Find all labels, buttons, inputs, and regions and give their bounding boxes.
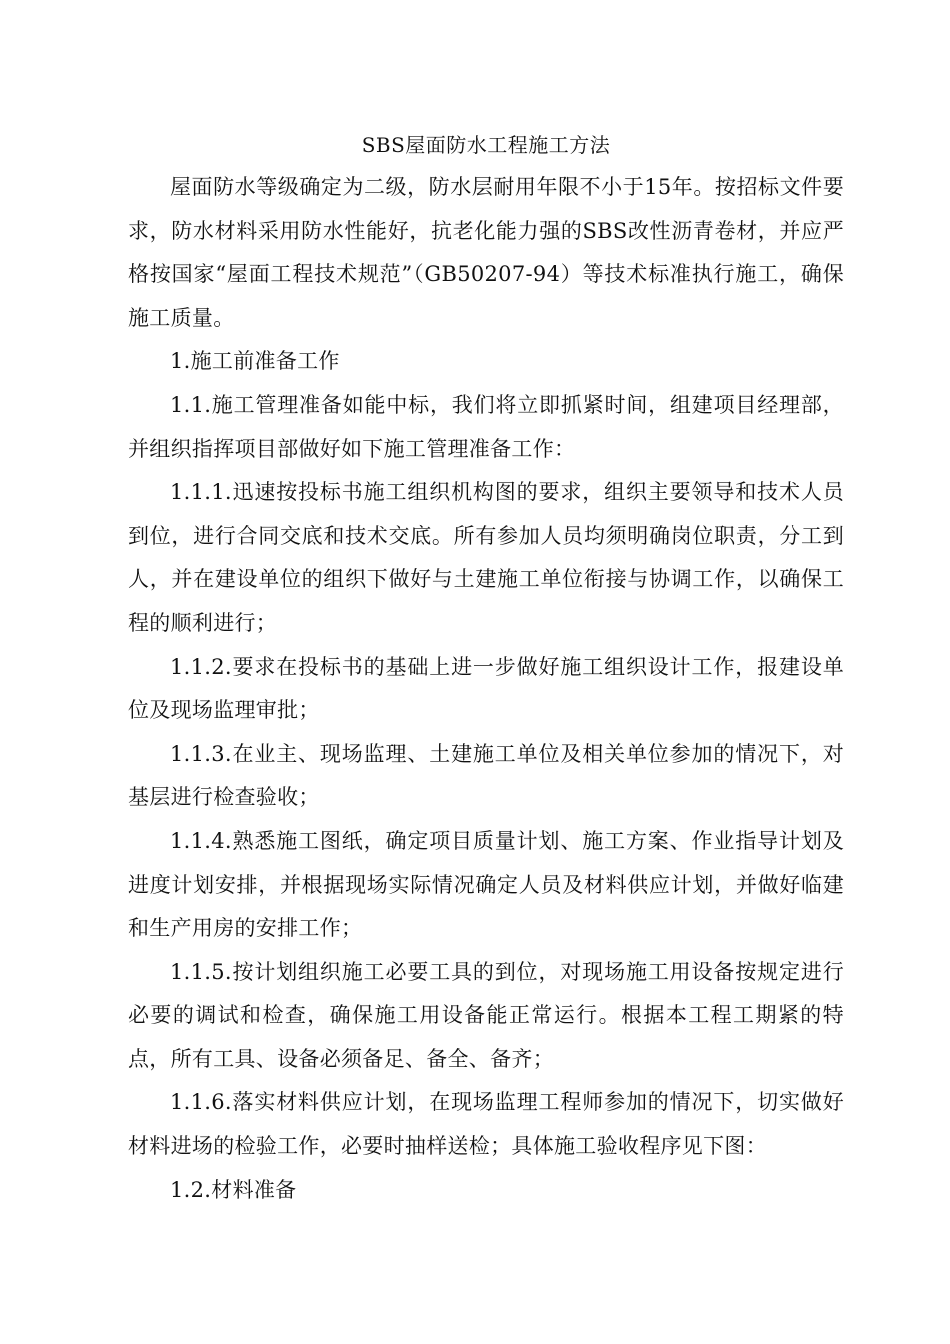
paragraph-1-1-1: 1.1.1.迅速按投标书施工组织机构图的要求，组织主要领导和技术人员到位，进行合同交底和技术交底。所有参加人员均须明确岗位职责，分工到人，并在建设单位的组织下做好与土建施工单位衔接与协调工作，以确保工程的顺利进行；: [128, 480, 844, 635]
paragraph-1-1: 1.1.施工管理准备如能中标，我们将立即抓紧时间，组建项目经理部，并组织指挥项目部做好如下施工管理准备工作：: [128, 392, 844, 461]
paragraph-1-1-2: 1.1.2.要求在投标书的基础上进一步做好施工组织设计工作，报建设单位及现场监理审批；: [128, 654, 844, 723]
paragraph-1-1-4: 1.1.4.熟悉施工图纸，确定项目质量计划、施工方案、作业指导计划及进度计划安排，并根据现场实际情况确定人员及材料供应计划，并做好临建和生产用房的安排工作；: [128, 828, 844, 941]
document-page: [128, 128, 844, 1212]
document-title: SBS屋面防水工程施工方法: [361, 133, 611, 157]
paragraph-intro: 屋面防水等级确定为二级，防水层耐用年限不小于15年。按招标文件要求，防水材料采用防水性能好，抗老化能力强的SBS改性沥青卷材，并应严格按国家“屋面工程技术规范”（GB50207-94）等技术标准执行施工，确保施工质量。: [128, 175, 844, 330]
paragraph-1-1-6: 1.1.6.落实材料供应计划，在现场监理工程师参加的情况下，切实做好材料进场的检验工作，必要时抽样送检；具体施工验收程序见下图：: [128, 1090, 844, 1159]
paragraph-1-1-3: 1.1.3.在业主、现场监理、土建施工单位及相关单位参加的情况下，对基层进行检查验收；: [128, 741, 844, 810]
heading-1-2: 1.2.材料准备: [170, 1177, 297, 1202]
heading-1: 1.施工前准备工作: [170, 349, 340, 374]
paragraph-1-1-5: 1.1.5.按计划组织施工必要工具的到位，对现场施工用设备按规定进行必要的调试和检查，确保施工用设备能正常运行。根据本工程工期紧的特点，所有工具、设备必须备足、备全、备齐；: [128, 959, 844, 1071]
